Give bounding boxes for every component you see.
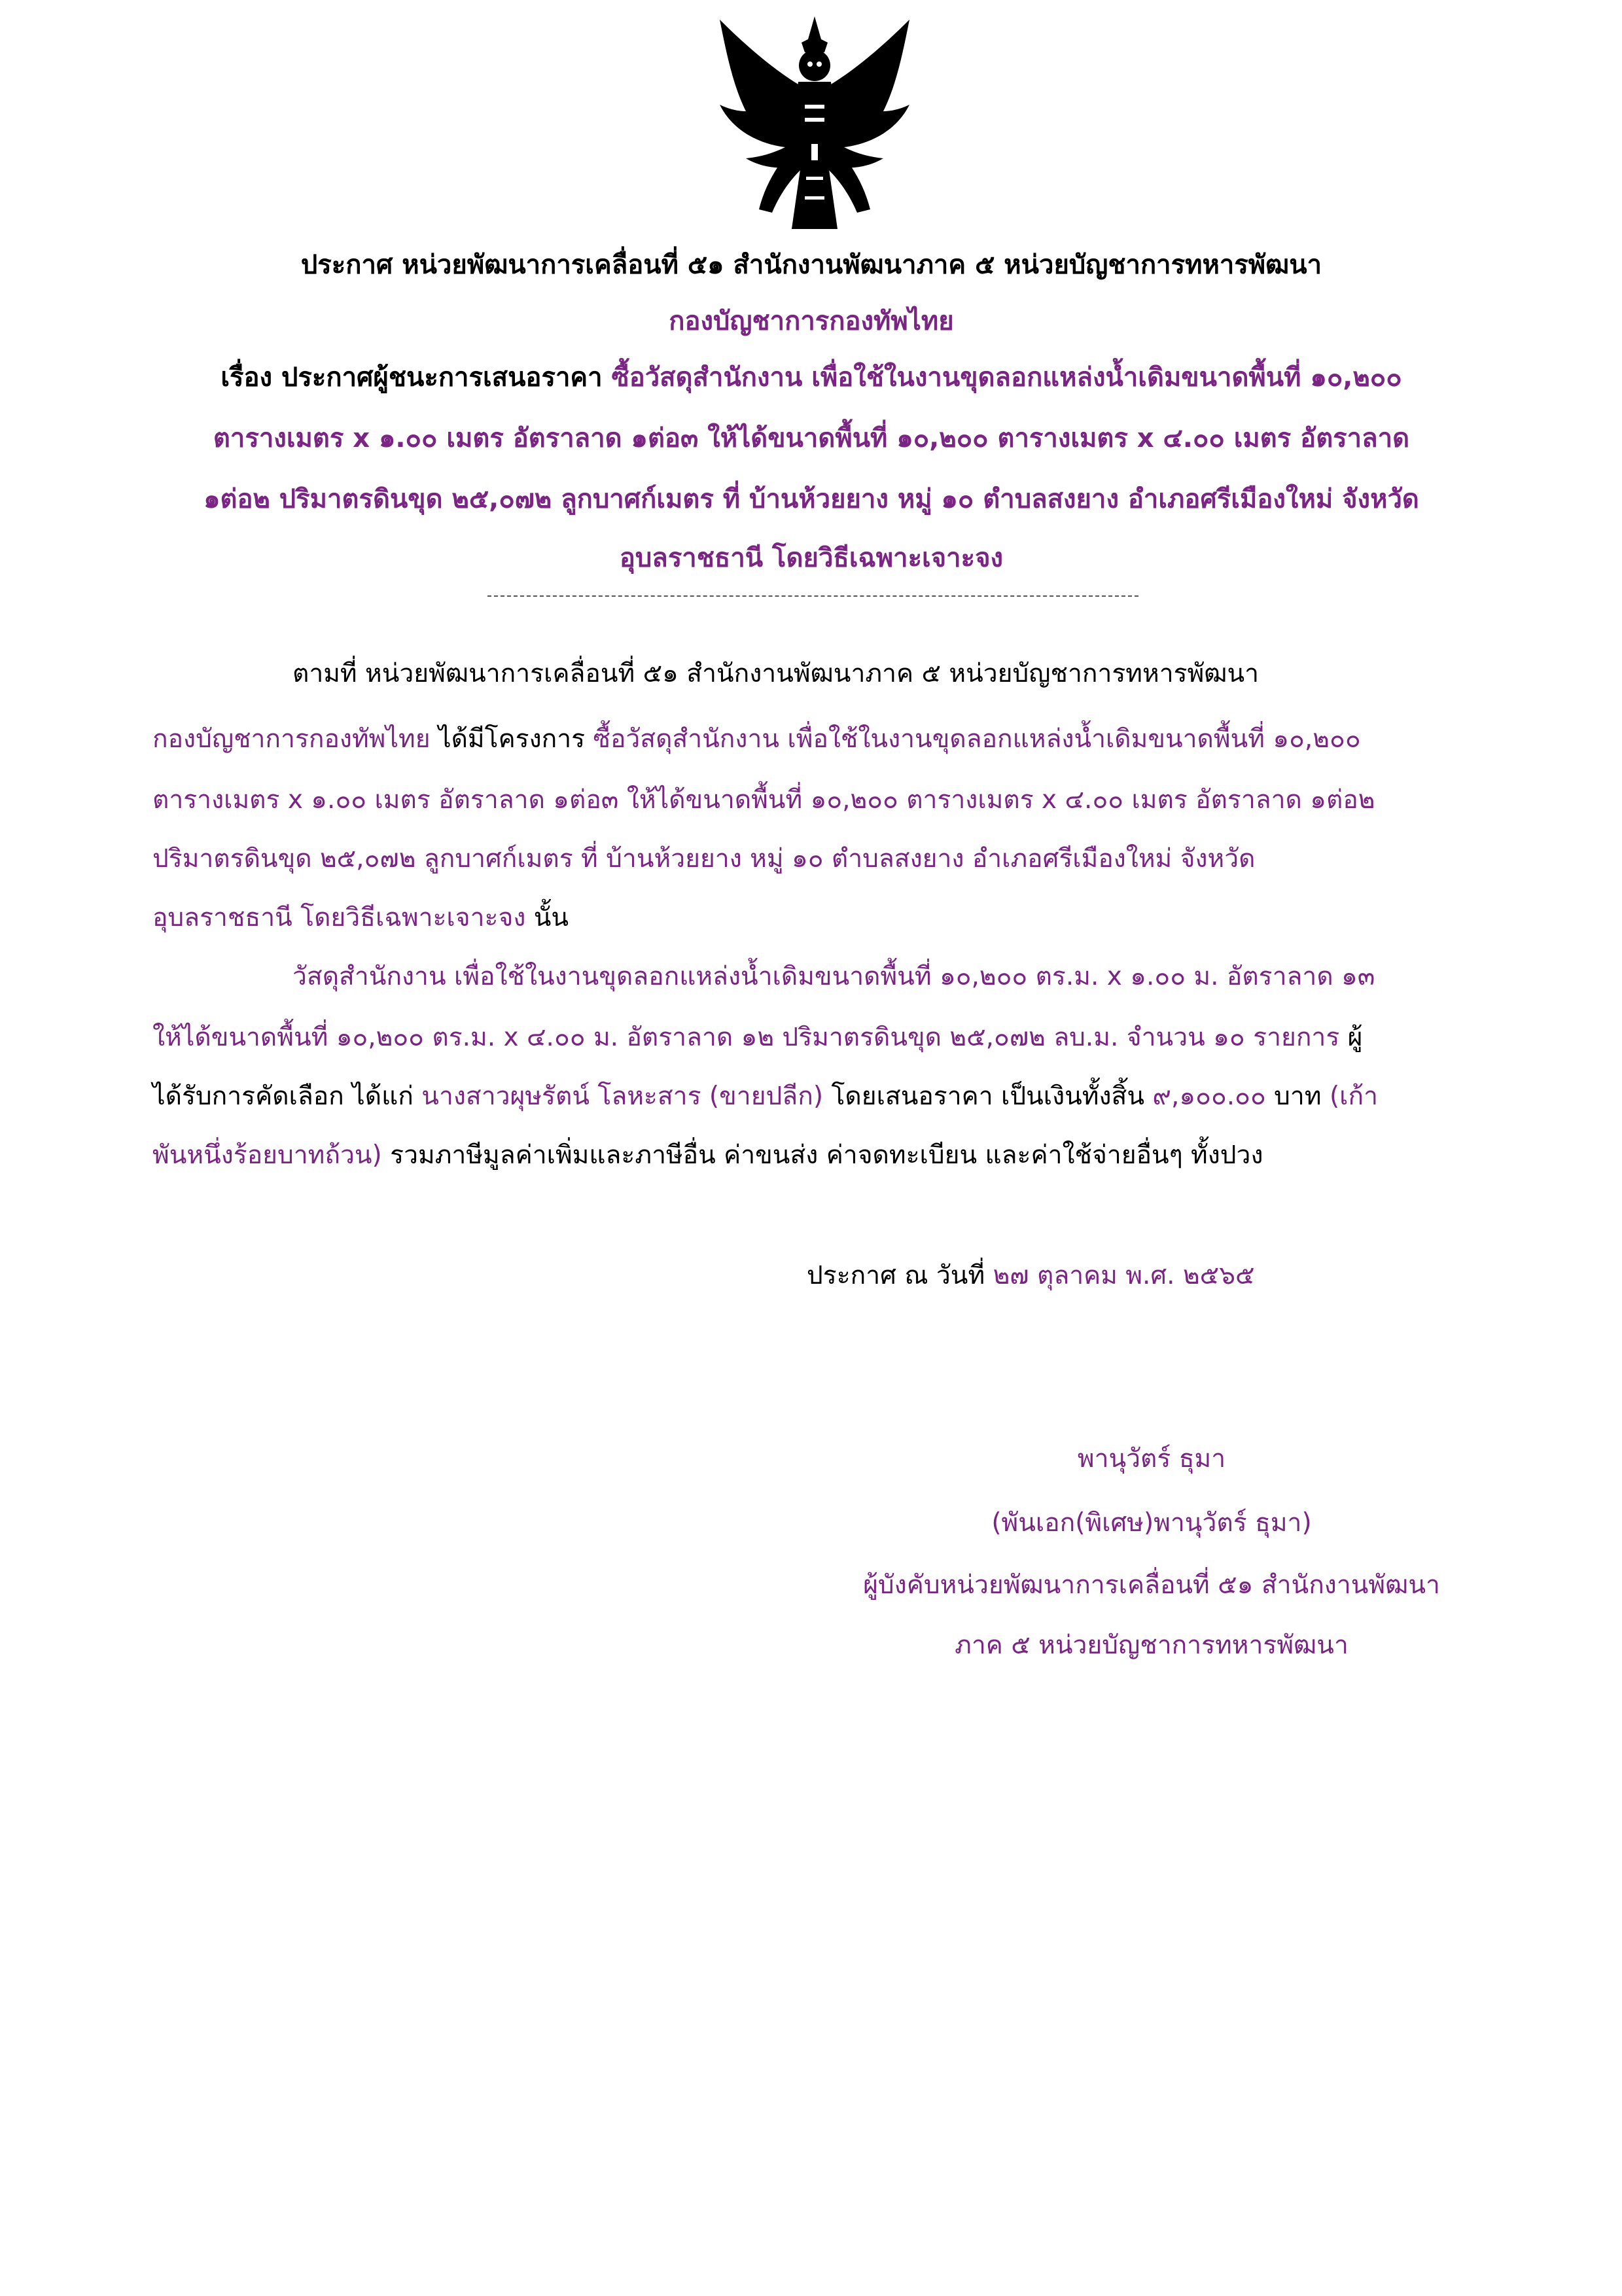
body-project-name: ซื้อวัสดุสำนักงาน เพื่อใช้ในงานขุดลอกแหล่งน้ำเดิมขนาดพื้นที่ ๑๐,๒๐๐ [593,724,1361,754]
subject-line-1 [131,348,1492,407]
body-selected-label: ได้รับการคัดเลือก ได้แก่ [152,1082,422,1111]
body-p1-line-3: ตารางเมตร x ๑.๐๐ เมตร อัตราลาด ๑ต่อ๓ ให้ได้ขนาดพื้นที่ ๑๐,๒๐๐ ตารางเมตร x ๔.๐๐ เมตร อัตราลาด ๑ต่อ๒ [152,785,1375,815]
body-price-words-end: พันหนึ่งร้อยบาทถ้วน) [152,1140,382,1170]
body-p1-line-5 [152,889,569,947]
body-p2-line-3 [152,1067,1378,1126]
date-label: ประกาศ ณ วันที่ [807,1261,993,1290]
body-currency: บาท [1265,1082,1330,1111]
body-price-value: ๙,๑๐๐.๐๐ [1152,1082,1266,1111]
signer-rank-name: (พันเอก(พิเศษ)พานุวัตร์ ธุมา) [991,1508,1312,1538]
signer-position-line-1: ผู้บังคับหน่วยพัฒนาการเคลื่อนที่ ๕๑ สำนักงานพัฒนา [863,1570,1440,1600]
body-p2-line-1: วัสดุสำนักงาน เพื่อใช้ในงานขุดลอกแหล่งน้ำเดิมขนาดพื้นที่ ๑๐,๒๐๐ ตร.ม. x ๑.๐๐ ม. อัตราลาด ๑๓ [292,962,1375,991]
body-price-label: โดยเสนอราคา เป็นเงินทั้งสิ้น [823,1082,1153,1111]
body-price-words-start: (เก้า [1329,1082,1378,1111]
body-org-name: กองบัญชาการกองทัพไทย [152,724,431,754]
separator-line [487,595,1138,597]
announcement-org-line: กองบัญชาการกองทัพไทย [669,306,954,336]
body-project-intro: ได้มีโครงการ [430,724,593,754]
announcement-date [807,1246,1254,1305]
date-value: ๒๗ ตุลาคม พ.ศ. ๒๕๖๕ [993,1261,1255,1290]
subject-line-4: อุบลราชธานี โดยวิธีเฉพาะเจาะจง [619,543,1004,573]
body-p1-end: นั้น [525,903,569,932]
subject-project: ซื้อวัสดุสำนักงาน เพื่อใช้ในงานขุดลอกแหล่งน้ำเดิมขนาดพื้นที่ ๑๐,๒๐๐ [611,362,1402,393]
body-p2-line-2 [152,1008,1363,1067]
garuda-emblem [707,13,923,236]
body-inclusions: รวมภาษีมูลค่าเพิ่มและภาษีอื่น ค่าขนส่ง ค่าจดทะเบียน และค่าใช้จ่ายอื่นๆ ทั้งปวง [381,1140,1263,1170]
signer-position-line-2: ภาค ๕ หน่วยบัญชาการทหารพัฒนา [955,1631,1349,1660]
announcement-title: ประกาศ หน่วยพัฒนาการเคลื่อนที่ ๕๑ สำนักงานพัฒนาภาค ๕ หน่วยบัญชาการทหารพัฒนา [300,250,1322,280]
body-p1-line-1: ตามที่ หน่วยพัฒนาการเคลื่อนที่ ๕๑ สำนักงานพัฒนาภาค ๕ หน่วยบัญชาการทหารพัฒนา [292,659,1260,688]
body-p1-line-2 [152,710,1361,769]
subject-prefix: เรื่อง ประกาศผู้ชนะการเสนอราคา [220,362,612,393]
subject-line-3: ๑ต่อ๒ ปริมาตรดินขุด ๒๕,๐๗๒ ลูกบาศก์เมตร ที่ บ้านห้วยยาง หมู่ ๑๐ ตำบลสงยาง อำเภอศรีเมืองใหม่ จังหวัด [203,484,1419,514]
body-method: อุบลราชธานี โดยวิธีเฉพาะเจาะจง [152,903,526,932]
subject-line-2: ตารางเมตร x ๑.๐๐ เมตร อัตราลาด ๑ต่อ๓ ให้ได้ขนาดพื้นที่ ๑๐,๒๐๐ ตารางเมตร x ๔.๐๐ เมตร อัตราลาด [213,423,1410,453]
signer-name: พานุวัตร์ ธุมา [1077,1444,1226,1474]
body-continue: ผู้ [1339,1023,1363,1052]
body-p2-line-4 [152,1126,1263,1185]
body-p1-line-4: ปริมาตรดินขุด ๒๕,๐๗๒ ลูกบาศก์เมตร ที่ บ้านห้วยยาง หมู่ ๑๐ ตำบลสงยาง อำเภอศรีเมืองใหม่ จังหวัด [152,844,1256,874]
body-winner-name: นางสาวผุษรัตน์ โลหะสาร (ขายปลีก) [421,1082,824,1111]
body-item-detail: ให้ได้ขนาดพื้นที่ ๑๐,๒๐๐ ตร.ม. x ๔.๐๐ ม. อัตราลาด ๑๒ ปริมาตรดินขุด ๒๕,๐๗๒ ลบ.ม. จำนวน ๑๐ รายการ [152,1023,1340,1052]
